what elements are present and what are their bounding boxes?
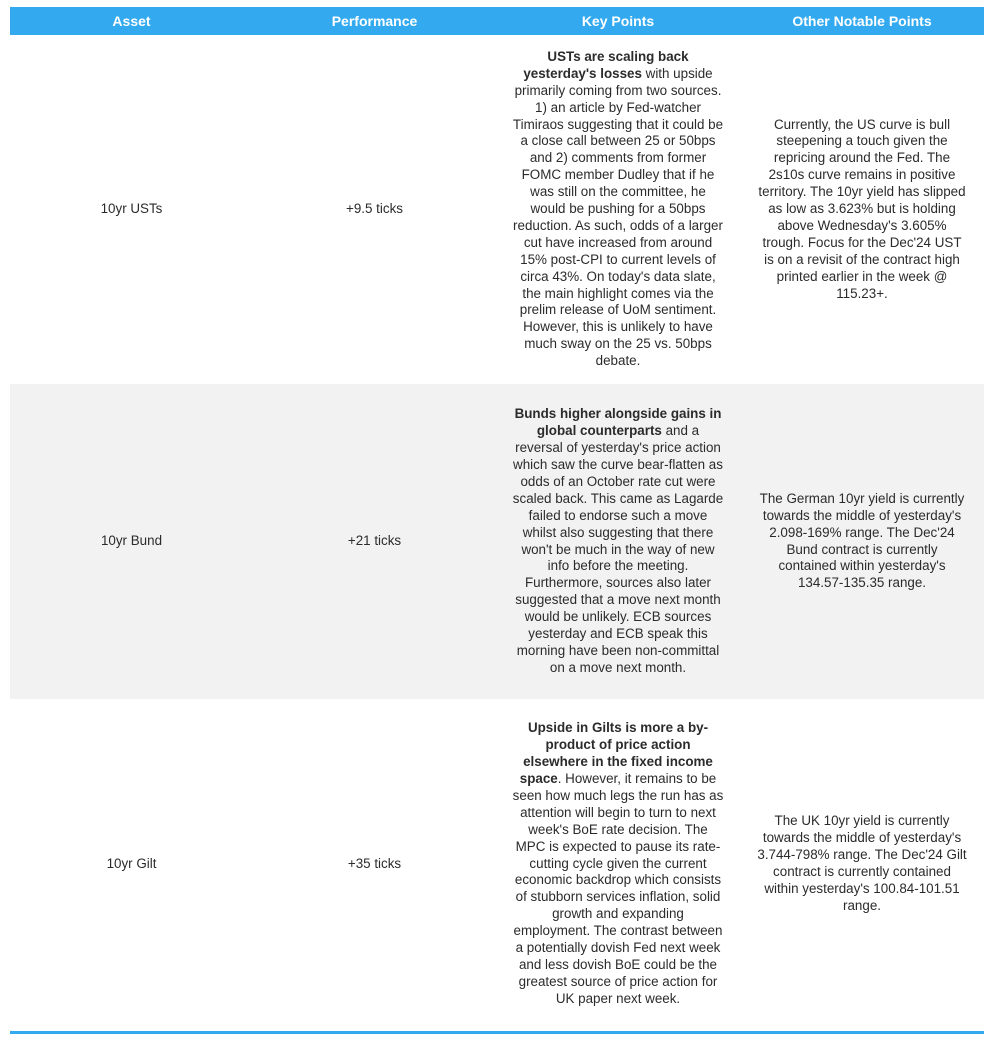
other-notable-points-cell	[740, 35, 984, 384]
asset-cell: 10yr Bund	[10, 384, 253, 699]
key-points-headline: Bunds higher alongside gains in global counterparts	[514, 406, 722, 439]
performance-cell: +9.5 ticks	[346, 201, 403, 217]
key-points-body: with upside primarily coming from two sources. 1) an article by Fed-watcher Timiraos suggesting that it could be a close call between 25 or 50bps and 2) comments from former FOMC member Dudley that if he was still on the committee, he would be pushing for a 50bps reduction. As such, odds of a larger cut have increased from around 15% post-CPI to current levels of circa 43%. On today's data slate, the main highlight comes via the prelim release of UoM sentiment. However, this is unlikely to have much sway on the 25 vs. 50bps debate.	[512, 65, 724, 369]
header-key-points: Key Points	[496, 7, 740, 35]
key-points-cell	[496, 35, 740, 384]
table-bottom-rule	[10, 1031, 984, 1034]
table-row-usts	[10, 35, 984, 384]
market-table-container	[10, 7, 984, 1034]
key-points-text	[512, 49, 724, 370]
table-header	[10, 7, 984, 35]
market-table	[10, 7, 984, 1029]
performance-cell: +35 ticks	[347, 855, 402, 871]
header-asset: Asset	[10, 7, 253, 35]
other-notable-points-text: Currently, the US curve is bull steepening a touch given the repricing around the Fed. The 2s10s curve remains in positive territory. The 10yr yield has slipped as low as 3.623% but is holding above Wednesday's 3.605% trough. Focus for the Dec'24 UST is on a revisit of the contract high printed earlier in the week @ 115.23+.	[758, 116, 966, 301]
header-other-notable-points: Other Notable Points	[740, 7, 984, 35]
other-notable-points-cell	[740, 699, 984, 1029]
asset-cell: 10yr USTs	[100, 201, 163, 217]
other-notable-points-text: The German 10yr yield is currently towards the middle of yesterday's 2.098-169% range. The Dec'24 Bund contract is currently contained within yesterday's 134.57-135.35 range.	[759, 490, 965, 591]
asset-cell: 10yr Gilt	[106, 855, 157, 871]
key-points-text	[512, 406, 724, 677]
table-body	[10, 35, 984, 1029]
key-points-body: and a reversal of yesterday's price action which saw the curve bear-flatten as odds of an October rate cut were scaled back. This came as Lagarde failed to endorse such a move whilst also suggesting that there won't be much in the way of new info before the meeting. Furthermore, sources also later suggested that a move next month would be unlikely. ECB sources yesterday and ECB speak this morning have been non-committal on a move next month.	[512, 423, 724, 675]
header-row	[10, 7, 984, 35]
table-row-gilt	[10, 699, 984, 1029]
key-points-body: . However, it remains to be seen how much legs the run has as attention will begin to turn to next week's BoE rate decision. The MPC is expected to pause its rate-cutting cycle given the current economic backdrop which consists of stubborn services inflation, solid growth and expanding employment. The contrast between a potentially dovish Fed next week and less dovish BoE could be the greatest source of price action for UK paper next week.	[512, 771, 724, 1006]
key-points-cell	[496, 384, 740, 699]
table-row-bund	[10, 384, 984, 699]
performance-cell: +21 ticks	[253, 384, 496, 699]
key-points-headline: USTs are scaling back yesterday's losses	[523, 48, 689, 81]
other-notable-points-text: The UK 10yr yield is currently towards the middle of yesterday's 3.744-798% range. The Dec'24 Gilt contract is currently contained within yesterday's 100.84-101.51 range.	[757, 813, 967, 913]
other-notable-points-cell	[740, 384, 984, 699]
key-points-headline: Upside in Gilts is more a by-product of price action elsewhere in the fixed income space	[519, 720, 713, 787]
header-performance: Performance	[253, 7, 496, 35]
key-points-text	[512, 720, 724, 1007]
key-points-cell	[496, 699, 740, 1029]
